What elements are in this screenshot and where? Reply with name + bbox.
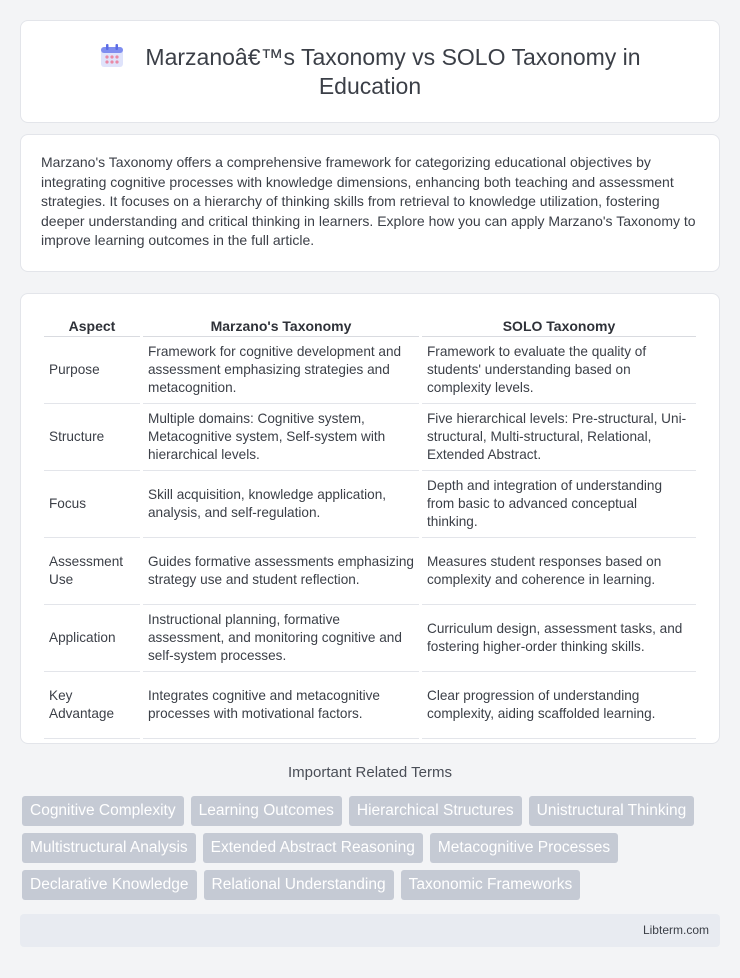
related-term-tag[interactable]: Relational Understanding xyxy=(204,870,394,900)
row-solo: Clear progression of understanding complexity, aiding scaffolded learning. xyxy=(422,672,696,739)
table-row xyxy=(44,538,696,605)
related-terms-list xyxy=(22,796,722,900)
row-marzano: Integrates cognitive and metacognitive processes with motivational factors. xyxy=(143,672,419,739)
page-title xyxy=(61,43,679,101)
row-solo: Measures student responses based on complexity and coherence in learning. xyxy=(422,538,696,605)
related-term-tag[interactable]: Declarative Knowledge xyxy=(22,870,197,900)
table-row xyxy=(44,605,696,672)
row-aspect: Focus xyxy=(44,471,140,538)
row-marzano: Guides formative assessments emphasizing strategy use and student reflection. xyxy=(143,538,419,605)
table-header-row xyxy=(44,312,696,337)
related-term-tag[interactable]: Extended Abstract Reasoning xyxy=(203,833,423,863)
header-marzano: Marzano's Taxonomy xyxy=(143,312,419,337)
row-aspect: Application xyxy=(44,605,140,672)
related-term-tag[interactable]: Unistructural Thinking xyxy=(529,796,695,826)
comparison-table-card xyxy=(20,293,720,744)
related-term-tag[interactable]: Multistructural Analysis xyxy=(22,833,196,863)
intro-card xyxy=(20,134,720,272)
row-aspect: Assessment Use xyxy=(44,538,140,605)
calendar-icon xyxy=(99,43,125,69)
intro-paragraph: Marzano's Taxonomy offers a comprehensive framework for categorizing educational objectives by integrating cognitive processes with knowledge dimensions, enhancing both teaching and assessment strategies. It focuses on a hierarchy of thinking skills from retrieval to knowledge utilization, fostering deeper understanding and critical thinking in learners. Explore how you can apply Marzano's Taxonomy to improve learning outcomes in the full article. xyxy=(41,154,696,249)
related-term-tag[interactable]: Taxonomic Frameworks xyxy=(401,870,581,900)
footer xyxy=(20,914,720,947)
row-marzano: Multiple domains: Cognitive system, Metacognitive system, Self-system with hierarchical levels. xyxy=(143,404,419,471)
row-marzano: Framework for cognitive development and assessment emphasizing strategies and metacognition. xyxy=(143,337,419,404)
row-aspect: Key Advantage xyxy=(44,672,140,739)
related-terms-title: Important Related Terms xyxy=(288,764,452,781)
page-title-text: Marzanoâ€™s Taxonomy vs SOLO Taxonomy in Education xyxy=(145,43,641,99)
comparison-table xyxy=(41,312,699,739)
table-row xyxy=(44,672,696,739)
related-term-tag[interactable]: Metacognitive Processes xyxy=(430,833,618,863)
row-aspect: Structure xyxy=(44,404,140,471)
row-solo: Framework to evaluate the quality of students' understanding based on complexity levels. xyxy=(422,337,696,404)
table-row xyxy=(44,471,696,538)
row-marzano: Skill acquisition, knowledge application, analysis, and self-regulation. xyxy=(143,471,419,538)
header-aspect: Aspect xyxy=(44,312,140,337)
table-row xyxy=(44,404,696,471)
row-marzano: Instructional planning, formative assessment, and monitoring cognitive and self-system processes. xyxy=(143,605,419,672)
table-row xyxy=(44,337,696,404)
related-term-tag[interactable]: Learning Outcomes xyxy=(191,796,342,826)
header-solo: SOLO Taxonomy xyxy=(422,312,696,337)
row-solo: Curriculum design, assessment tasks, and fostering higher-order thinking skills. xyxy=(422,605,696,672)
title-card xyxy=(20,20,720,123)
row-solo: Five hierarchical levels: Pre-structural, Uni-structural, Multi-structural, Relational, Extended Abstract. xyxy=(422,404,696,471)
footer-brand-link[interactable]: Libterm.com xyxy=(642,923,709,937)
related-term-tag[interactable]: Hierarchical Structures xyxy=(349,796,522,826)
row-aspect: Purpose xyxy=(44,337,140,404)
related-term-tag[interactable]: Cognitive Complexity xyxy=(22,796,184,826)
row-solo: Depth and integration of understanding from basic to advanced conceptual thinking. xyxy=(422,471,696,538)
